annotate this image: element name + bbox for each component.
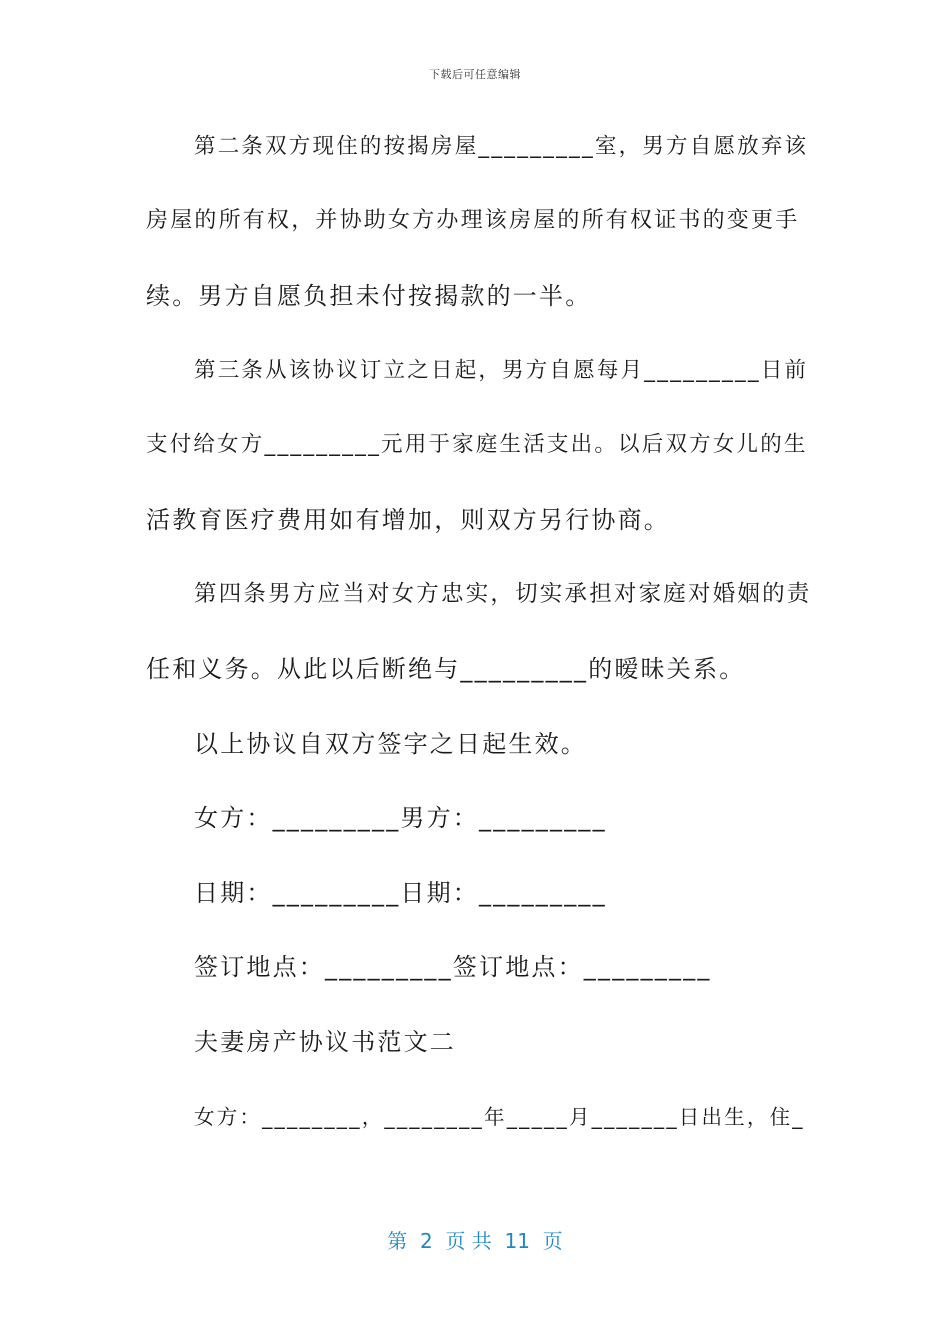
paragraph-line: 第三条从该协议订立之日起，男方自愿每月_________日前 [194,358,809,383]
paragraph-line: 任和义务。从此以后断绝与_________的暧昧关系。 [146,655,746,683]
paragraph-line: 续。男方自愿负担未付按揭款的一半。 [146,282,592,310]
paragraph-line: 第四条男方应当对女方忠实，切实承担对家庭对婚姻的责 [194,581,812,607]
paragraph-line: 女方：________，________年_____月_______日出生，住_ [194,1105,805,1129]
paragraph-line: 房屋的所有权，并协助女方办理该房屋的所有权证书的变更手 [146,208,800,233]
page-header-note: 下载后可任意编辑 [429,68,521,81]
paragraph-line: 以上协议自双方签字之日起生效。 [194,730,587,758]
section-title: 夫妻房产协议书范文二 [194,1028,456,1056]
page-number: 第 2 页 共 11 页 [387,1229,563,1253]
location-line: 签订地点：_________签订地点：_________ [194,953,712,981]
signature-line: 女方：_________男方：_________ [194,804,607,832]
date-line: 日期：_________日期：_________ [194,879,607,907]
paragraph-line: 活教育医疗费用如有增加，则双方另行协商。 [146,506,670,534]
paragraph-line: 支付给女方_________元用于家庭生活支出。以后双方女儿的生 [146,432,808,457]
paragraph-line: 第二条双方现住的按揭房屋_________室，男方自愿放弃该 [194,134,809,159]
